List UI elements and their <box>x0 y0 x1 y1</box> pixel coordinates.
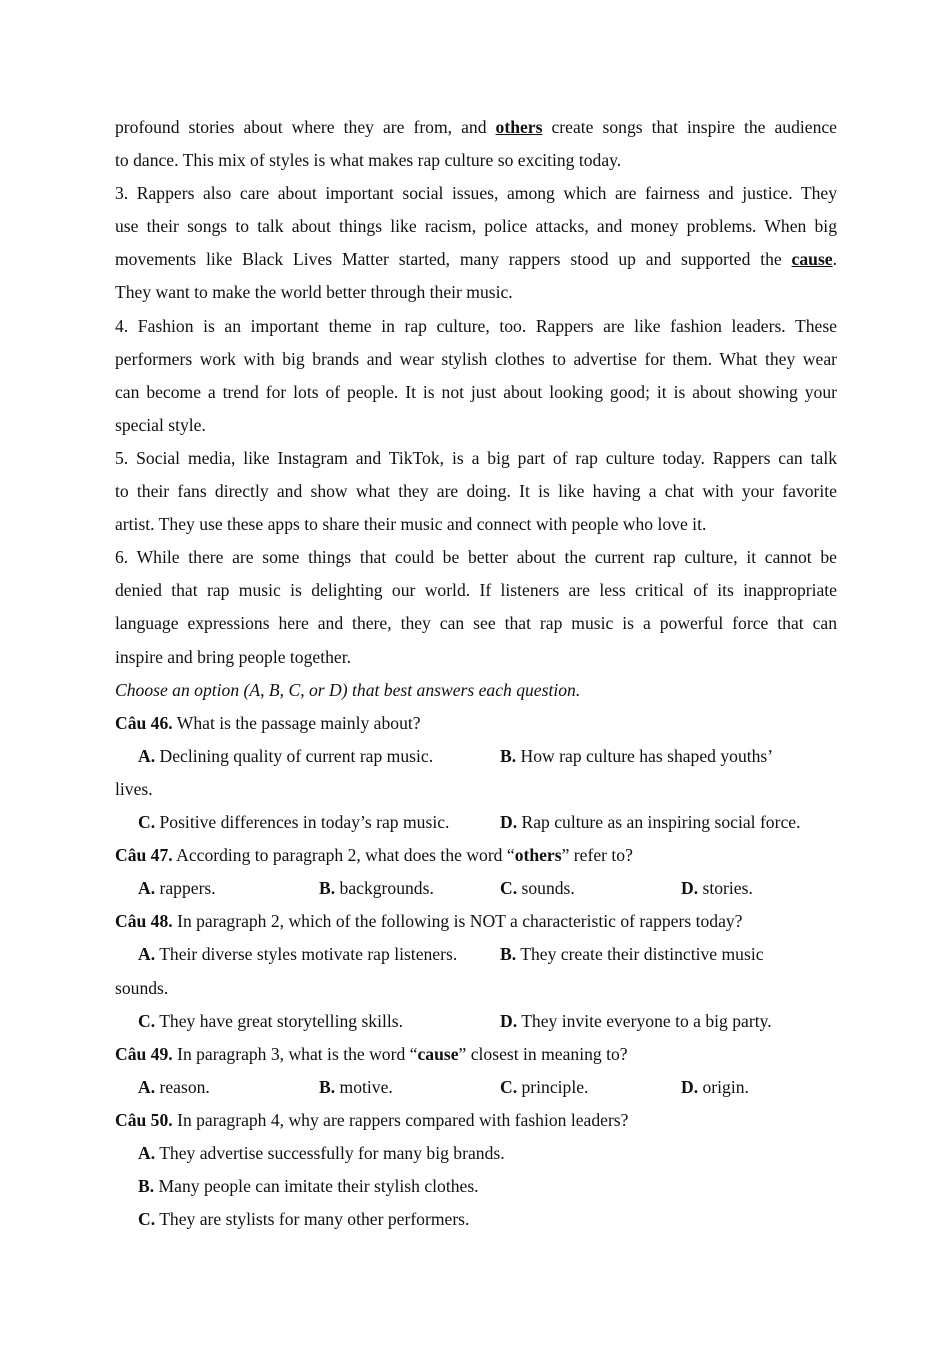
option-d[interactable]: D. Rap culture as an inspiring social force. <box>500 812 801 832</box>
option-b[interactable]: B. motive. <box>319 1077 393 1097</box>
option-b[interactable]: B. They create their distinctive music <box>500 944 764 964</box>
passage-line: profound stories about where they are from, and others create songs that inspire the audience <box>115 117 837 137</box>
paragraph-6-line: inspire and bring people together. <box>115 647 351 667</box>
question-48: Câu 48. In paragraph 2, which of the following is NOT a characteristic of rappers today? <box>115 911 743 931</box>
paragraph-4-line: performers work with big brands and wear stylish clothes to advertise for them. What they wear <box>115 349 837 369</box>
paragraph-4-line: special style. <box>115 415 206 435</box>
passage-line: to dance. This mix of styles is what makes rap culture so exciting today. <box>115 150 622 170</box>
option-d[interactable]: D. origin. <box>681 1077 749 1097</box>
paragraph-3-line: movements like Black Lives Matter started, many rappers stood up and supported the cause. <box>115 249 837 269</box>
option-b-wrap: lives. <box>115 779 153 799</box>
option-c[interactable]: C. principle. <box>500 1077 589 1097</box>
question-label: Câu 49. <box>115 1044 173 1064</box>
paragraph-6-line: denied that rap music is delighting our world. If listeners are less critical of its inappropriate <box>115 580 837 600</box>
paragraph-5-line: to their fans directly and show what they are doing. It is like having a chat with your favorite <box>115 481 837 501</box>
paragraph-5-line: 5. Social media, like Instagram and TikTok, is a big part of rap culture today. Rappers can talk <box>115 448 837 468</box>
option-c[interactable]: C. They are stylists for many other performers. <box>138 1209 470 1229</box>
question-label: Câu 48. <box>115 911 173 931</box>
option-d[interactable]: D. stories. <box>681 878 753 898</box>
option-a[interactable]: A. Declining quality of current rap music. <box>138 746 434 766</box>
question-label: Câu 46. <box>115 713 173 733</box>
paragraph-3-line: They want to make the world better through their music. <box>115 282 513 302</box>
option-a[interactable]: A. They advertise successfully for many big brands. <box>138 1143 505 1163</box>
question-47: Câu 47. According to paragraph 2, what does the word “others” refer to? <box>115 845 633 865</box>
option-b[interactable]: B. How rap culture has shaped youths’ <box>500 746 774 766</box>
question-label: Câu 50. <box>115 1110 173 1130</box>
option-c[interactable]: C. sounds. <box>500 878 575 898</box>
question-label: Câu 47. <box>115 845 173 865</box>
instruction: Choose an option (A, B, C, or D) that best answers each question. <box>115 680 581 700</box>
question-46: Câu 46. What is the passage mainly about? <box>115 713 421 733</box>
option-a[interactable]: A. rappers. <box>138 878 216 898</box>
paragraph-4-line: 4. Fashion is an important theme in rap culture, too. Rappers are like fashion leaders. These <box>115 316 837 336</box>
question-50: Câu 50. In paragraph 4, why are rappers compared with fashion leaders? <box>115 1110 629 1130</box>
option-b[interactable]: B. backgrounds. <box>319 878 434 898</box>
paragraph-6-line: language expressions here and there, they can see that rap music is a powerful force that can <box>115 613 837 633</box>
option-b[interactable]: B. Many people can imitate their stylish clothes. <box>138 1176 479 1196</box>
question-49: Câu 49. In paragraph 3, what is the word “cause” closest in meaning to? <box>115 1044 628 1064</box>
option-a[interactable]: A. reason. <box>138 1077 210 1097</box>
paragraph-3-line: use their songs to talk about things like racism, police attacks, and money problems. When big <box>115 216 837 236</box>
paragraph-4-line: can become a trend for lots of people. It is not just about looking good; it is about showing your <box>115 382 837 402</box>
paragraph-6-line: 6. While there are some things that could be better about the current rap culture, it cannot be <box>115 547 837 567</box>
option-d[interactable]: D. They invite everyone to a big party. <box>500 1011 772 1031</box>
paragraph-3-line: 3. Rappers also care about important social issues, among which are fairness and justice. They <box>115 183 837 203</box>
keyword-others: others <box>495 117 543 137</box>
option-a[interactable]: A. Their diverse styles motivate rap listeners. <box>138 944 458 964</box>
keyword-cause: cause <box>791 249 833 269</box>
option-c[interactable]: C. They have great storytelling skills. <box>138 1011 404 1031</box>
paragraph-5-line: artist. They use these apps to share their music and connect with people who love it. <box>115 514 707 534</box>
option-b-wrap: sounds. <box>115 978 169 998</box>
option-c[interactable]: C. Positive differences in today’s rap music. <box>138 812 450 832</box>
